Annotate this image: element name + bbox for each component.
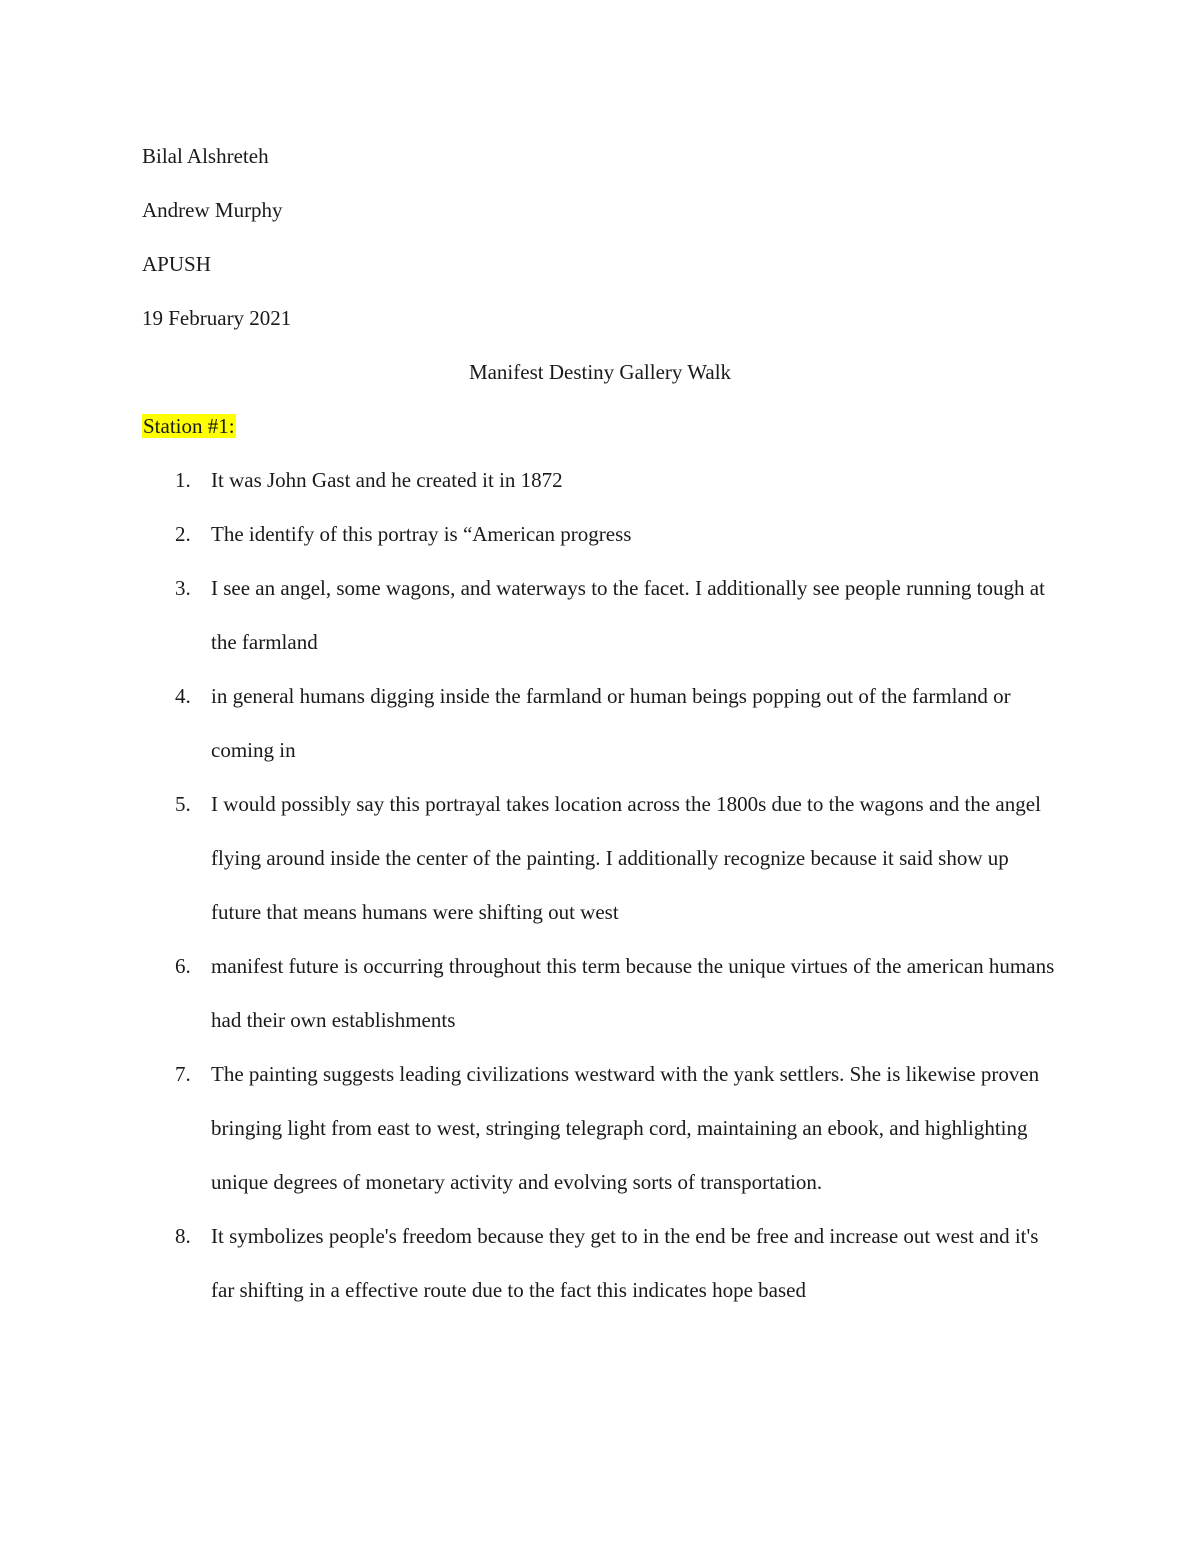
document-body xyxy=(142,129,1062,1317)
document-title: Manifest Destiny Gallery Walk xyxy=(468,360,732,384)
list-number: 8. xyxy=(175,1224,191,1248)
list-number: 1. xyxy=(175,468,191,492)
list-item xyxy=(142,453,1062,507)
list-number: 6. xyxy=(175,954,191,978)
list-item xyxy=(142,561,1062,669)
list-text: It symbolizes people's freedom because they get to in the end be free and increase out west and it's far shifting in a effective route due to the fact this indicates hope based xyxy=(211,1224,1039,1302)
list-text: I would possibly say this portrayal takes location across the 1800s due to the wagons and the angel flying around inside the center of the painting. I additionally recognize because it said show up future that means humans were shifting out west xyxy=(211,792,1041,924)
teacher-name: Andrew Murphy xyxy=(142,198,283,222)
list-item xyxy=(142,669,1062,777)
list-text: It was John Gast and he created it in 1872 xyxy=(211,468,563,492)
list-number: 7. xyxy=(175,1062,191,1086)
answer-list xyxy=(142,453,1062,1317)
list-item xyxy=(142,777,1062,939)
station-label: Station #1: xyxy=(143,414,235,438)
list-item xyxy=(142,1209,1062,1317)
list-text: The painting suggests leading civilizations westward with the yank settlers. She is likewise proven bringing light from east to west, stringing telegraph cord, maintaining an ebook, and highlighting unique degrees of monetary activity and evolving sorts of transportation. xyxy=(211,1062,1040,1194)
document-date: 19 February 2021 xyxy=(142,306,292,330)
list-item xyxy=(142,507,1062,561)
list-item xyxy=(142,939,1062,1047)
list-text: The identify of this portray is “American progress xyxy=(211,522,632,546)
list-text: manifest future is occurring throughout this term because the unique virtues of the american humans had their own establishments xyxy=(211,954,1055,1032)
list-number: 4. xyxy=(175,684,191,708)
list-number: 2. xyxy=(175,522,191,546)
course-name: APUSH xyxy=(142,252,211,276)
list-text: in general humans digging inside the farmland or human beings popping out of the farmland or coming in xyxy=(211,684,1011,762)
list-number: 5. xyxy=(175,792,191,816)
list-number: 3. xyxy=(175,576,191,600)
list-item xyxy=(142,1047,1062,1209)
student-name: Bilal Alshreteh xyxy=(142,144,269,168)
station-heading xyxy=(142,399,1062,453)
list-text: I see an angel, some wagons, and waterways to the facet. I additionally see people running tough at the farmland xyxy=(211,576,1045,654)
